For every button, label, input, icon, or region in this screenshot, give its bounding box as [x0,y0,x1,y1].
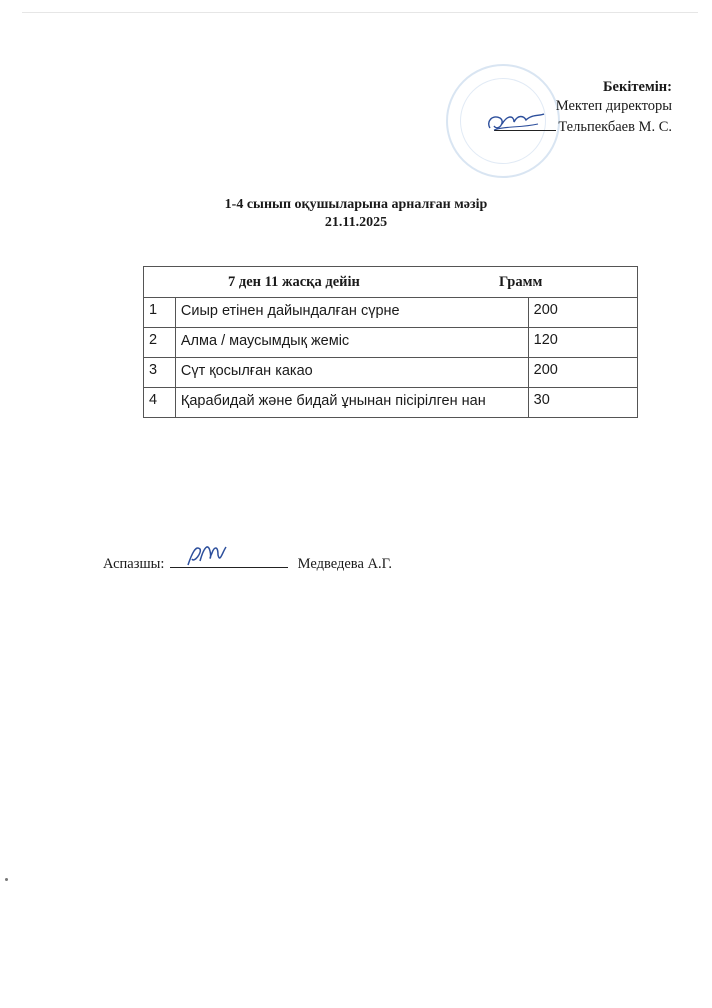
cook-signature-line [170,553,288,568]
table-row [144,388,638,418]
table-row [144,358,638,388]
row-number: 2 [144,328,176,358]
row-dish: Алма / маусымдық жеміс [175,328,528,358]
table-row [144,298,638,328]
row-dish: Сүт қосылған какао [175,358,528,388]
table-header-row [144,267,638,298]
header-grams: Грамм [499,274,543,290]
cook-label: Аспазшы: [103,556,165,572]
menu-table [143,266,638,418]
row-grams: 30 [528,388,637,418]
menu-date: 21.11.2025 [324,215,388,230]
row-grams: 200 [528,298,637,328]
menu-title-text: 1-4 сынып оқушыларына арналған мәзір [224,197,488,212]
row-dish: Қарабидай және бидай ұнынан пісірілген нан [175,388,528,418]
page-top-rule [22,12,698,13]
cook-signature [182,539,232,569]
row-dish: Сиыр етінен дайындалған сүрне [175,298,528,328]
approval-heading: Бекітемін: [602,79,672,95]
page-speck [5,878,8,881]
table-header [144,267,638,298]
row-number: 1 [144,298,176,328]
approval-position: Мектеп директоры [555,98,672,114]
cook-name: Медведева А.Г. [297,556,392,572]
menu-title [0,196,712,232]
row-grams: 120 [528,328,637,358]
row-number: 4 [144,388,176,418]
table-row [144,328,638,358]
row-grams: 200 [528,358,637,388]
approval-director-name: Тельпекбаев М. С. [558,119,672,135]
row-number: 3 [144,358,176,388]
director-signature [484,104,554,138]
cook-signature-block [103,553,392,573]
header-age-range: 7 ден 11 жасқа дейін [228,274,360,290]
